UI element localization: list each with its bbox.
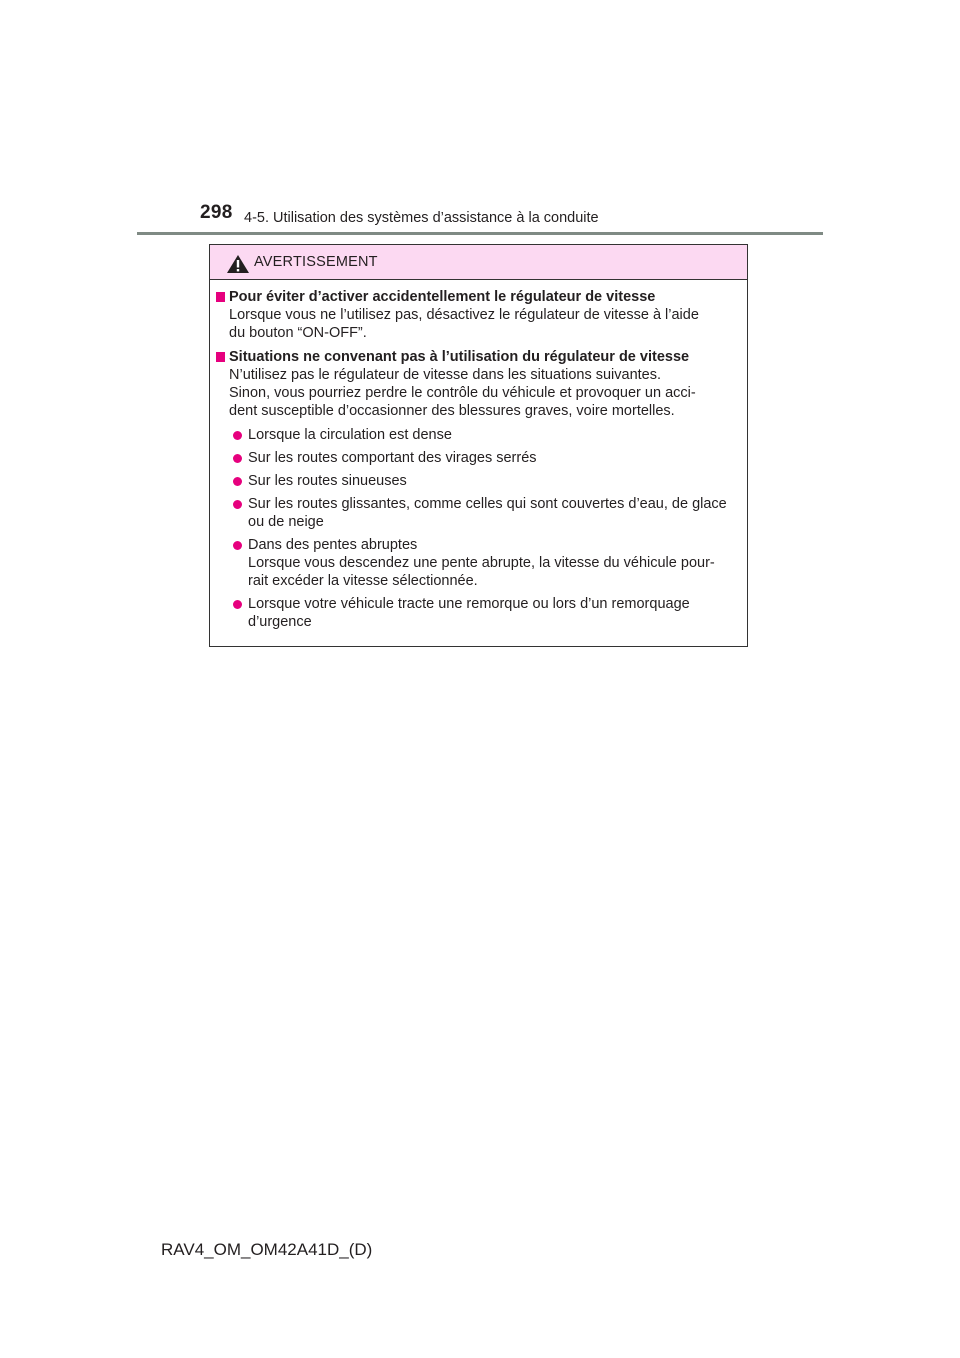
list-item xyxy=(216,472,741,490)
section-heading xyxy=(216,288,741,306)
paragraph-line: Sinon, vous pourriez perdre le contrôle du véhicule et provoquer un acci- xyxy=(229,385,696,401)
list-item xyxy=(216,495,741,531)
header-divider xyxy=(137,232,823,235)
square-bullet-icon xyxy=(216,352,225,362)
section-title: 4-5. Utilisation des systèmes d’assistance à la conduite xyxy=(244,210,599,226)
warning-box xyxy=(209,244,748,647)
warning-label: AVERTISSEMENT xyxy=(254,254,378,270)
list-item-line: ou de neige xyxy=(248,514,324,530)
situation-list xyxy=(216,426,741,631)
list-item-line: Sur les routes glissantes, comme celles qui sont couvertes d’eau, de glace xyxy=(248,496,727,512)
warning-triangle-icon xyxy=(227,255,249,273)
round-bullet-icon xyxy=(233,454,242,463)
section-heading-text: Situations ne convenant pas à l’utilisation du régulateur de vitesse xyxy=(229,349,690,365)
section-paragraph xyxy=(216,306,741,342)
section-heading xyxy=(216,348,741,366)
round-bullet-icon xyxy=(233,477,242,486)
round-bullet-icon xyxy=(233,541,242,550)
paragraph-line: Lorsque vous ne l’utilisez pas, désactivez le régulateur de vitesse à l’aide xyxy=(229,307,699,323)
paragraph-line: dent susceptible d’occasionner des blessures graves, voire mortelles. xyxy=(229,403,675,419)
warning-section xyxy=(216,348,741,631)
list-item xyxy=(216,595,741,631)
list-item-line: Sur les routes sinueuses xyxy=(248,473,407,489)
round-bullet-icon xyxy=(233,431,242,440)
list-item xyxy=(216,426,741,444)
list-item-line: rait excéder la vitesse sélectionnée. xyxy=(248,573,478,589)
list-item-line: Lorsque votre véhicule tracte une remorque ou lors d’un remorquage xyxy=(248,596,690,612)
paragraph-line: du bouton “ON-OFF”. xyxy=(229,325,367,341)
warning-body xyxy=(210,280,747,631)
page-number: 298 xyxy=(200,202,233,223)
section-paragraph xyxy=(216,366,741,420)
list-item xyxy=(216,536,741,590)
manual-code: RAV4_OM_OM42A41D_(D) xyxy=(161,1240,373,1259)
round-bullet-icon xyxy=(233,600,242,609)
list-item-line: Lorsque la circulation est dense xyxy=(248,427,452,443)
warning-section xyxy=(216,288,741,342)
paragraph-line: N’utilisez pas le régulateur de vitesse dans les situations suivantes. xyxy=(229,367,662,383)
section-heading-text: Pour éviter d’activer accidentellement le régulateur de vitesse xyxy=(229,289,656,305)
warning-header xyxy=(210,245,747,280)
round-bullet-icon xyxy=(233,500,242,509)
list-item-line: Dans des pentes abruptes xyxy=(248,537,418,553)
list-item-line: d’urgence xyxy=(248,614,312,630)
list-item xyxy=(216,449,741,467)
list-item-line: Lorsque vous descendez une pente abrupte, la vitesse du véhicule pour- xyxy=(248,555,715,571)
list-item-line: Sur les routes comportant des virages serrés xyxy=(248,450,537,466)
square-bullet-icon xyxy=(216,292,225,302)
